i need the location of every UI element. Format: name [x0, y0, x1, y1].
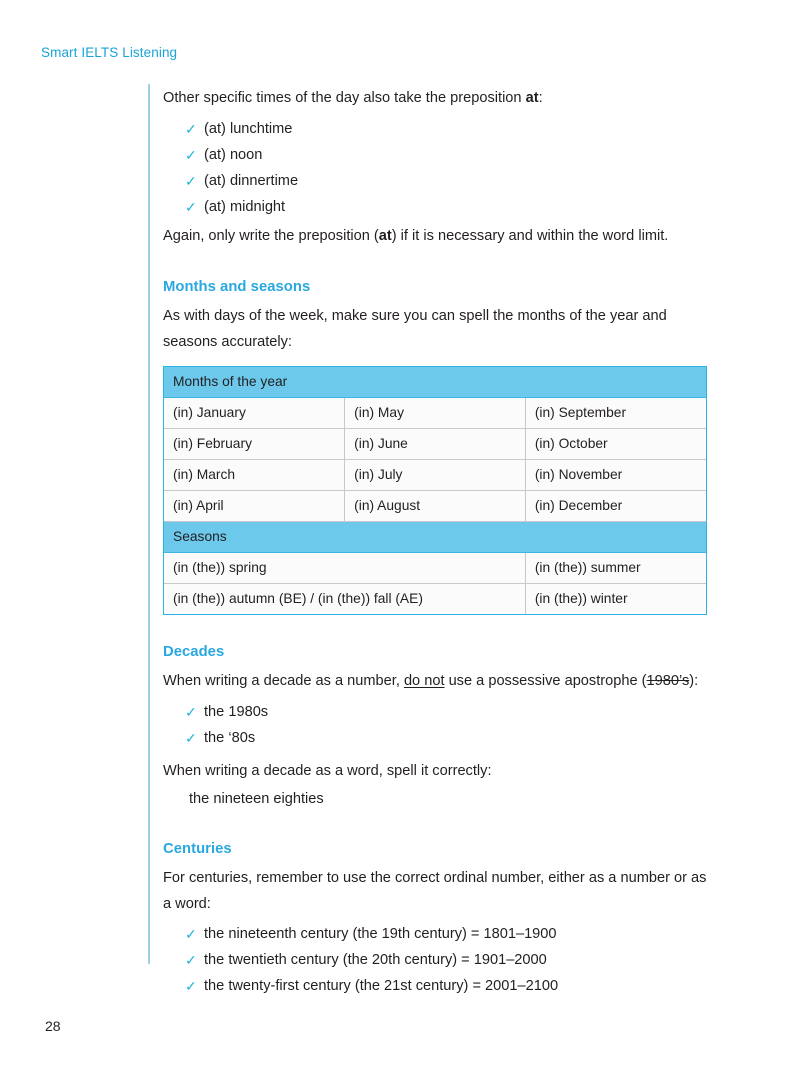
table-row	[164, 491, 706, 522]
check-icon: ✓	[185, 952, 197, 968]
table-row	[164, 398, 706, 429]
table-cell: (in) September	[525, 398, 706, 429]
months-seasons-table	[164, 367, 706, 614]
table-band-months: Months of the year	[164, 367, 706, 398]
times-tick-list	[163, 116, 711, 220]
table-band-row	[164, 367, 706, 398]
list-item-label: the 1980s	[204, 703, 269, 720]
list-item	[185, 142, 711, 168]
table-cell: (in) January	[164, 398, 345, 429]
check-icon: ✓	[185, 172, 197, 189]
list-item-label: (at) lunchtime	[204, 120, 293, 137]
table-cell: (in (the)) summer	[525, 553, 706, 584]
section-heading-decades: Decades	[163, 644, 225, 660]
list-item	[185, 168, 711, 194]
intro-closing-bold: at	[378, 227, 392, 244]
table-cell: (in) December	[525, 491, 706, 522]
section-heading-centuries: Centuries	[163, 841, 232, 857]
decades-intro-part1: When writing a decade as a number,	[163, 673, 404, 689]
intro-lead-suffix: :	[538, 90, 543, 106]
intro-closing-suffix: ) if it is necessary and within the word limit.	[391, 227, 669, 244]
decades-tick-list	[163, 699, 711, 751]
list-item-label: the nineteenth century (the 19th century) = 1801–1900	[204, 926, 557, 942]
table-cell: (in (the)) winter	[525, 584, 706, 615]
table-cell: (in) July	[345, 460, 526, 491]
check-icon: ✓	[185, 978, 197, 994]
check-icon: ✓	[185, 120, 197, 137]
table-band-row	[164, 522, 706, 553]
page-number: 28	[45, 1018, 61, 1034]
check-icon: ✓	[185, 703, 197, 720]
check-icon: ✓	[185, 146, 197, 163]
check-icon: ✓	[185, 729, 197, 746]
table-cell: (in) May	[345, 398, 526, 429]
centuries-intro-paragraph: For centuries, remember to use the correct ordinal number, either as a number or as a word:	[163, 870, 707, 912]
list-item	[185, 725, 711, 751]
table-row	[164, 429, 706, 460]
page-content	[163, 86, 711, 1003]
table-band-seasons: Seasons	[164, 522, 706, 553]
decades-second-intro: When writing a decade as a word, spell it correctly:	[163, 762, 492, 779]
intro-lead-bold: at	[525, 90, 539, 106]
intro-closing-prefix: Again, only write the preposition (	[163, 227, 379, 244]
check-icon: ✓	[185, 198, 197, 215]
list-item-label: the ‘80s	[204, 729, 256, 746]
table-cell: (in) June	[345, 429, 526, 460]
months-seasons-table-wrapper	[163, 366, 707, 615]
decades-intro-part3: ):	[689, 673, 699, 689]
list-item	[185, 194, 711, 220]
list-item	[185, 921, 711, 947]
centuries-tick-list	[163, 921, 711, 999]
table-cell: (in) March	[164, 460, 345, 491]
decades-intro-paragraph	[163, 669, 711, 695]
decades-intro-struck: 1980’s	[646, 673, 690, 689]
intro-lead-paragraph	[163, 86, 711, 112]
table-row	[164, 584, 706, 615]
list-item	[185, 973, 711, 999]
running-header: Smart IELTS Listening	[41, 45, 178, 60]
section-heading-months: Months and seasons	[163, 279, 311, 295]
decades-intro-underlined: do not	[403, 673, 445, 689]
intro-lead-text: Other specific times of the day also take the preposition	[163, 90, 526, 106]
list-item-label: (at) noon	[204, 146, 263, 163]
table-cell: (in (the)) autumn (BE) / (in (the)) fall (AE)	[164, 584, 525, 615]
table-row	[164, 553, 706, 584]
intro-closing-paragraph	[163, 224, 711, 250]
table-cell: (in) August	[345, 491, 526, 522]
table-row	[164, 460, 706, 491]
left-vertical-rule	[148, 84, 150, 964]
list-item-label: (at) dinnertime	[204, 172, 299, 189]
list-item	[185, 116, 711, 142]
table-cell: (in) April	[164, 491, 345, 522]
list-item-label: the twentieth century (the 20th century) = 1901–2000	[204, 952, 547, 968]
table-cell: (in) November	[525, 460, 706, 491]
table-cell: (in) October	[525, 429, 706, 460]
months-intro-paragraph: As with days of the week, make sure you can spell the months of the year and seasons accurately:	[163, 308, 667, 350]
list-item	[185, 699, 711, 725]
decades-word-example: the nineteen eighties	[189, 791, 324, 807]
list-item-label: the twenty-first century (the 21st century) = 2001–2100	[204, 978, 559, 994]
check-icon: ✓	[185, 926, 197, 942]
table-cell: (in) February	[164, 429, 345, 460]
list-item	[185, 947, 711, 973]
decades-intro-part2: use a possessive apostrophe (	[444, 673, 647, 689]
table-cell: (in (the)) spring	[164, 553, 525, 584]
list-item-label: (at) midnight	[204, 198, 286, 215]
